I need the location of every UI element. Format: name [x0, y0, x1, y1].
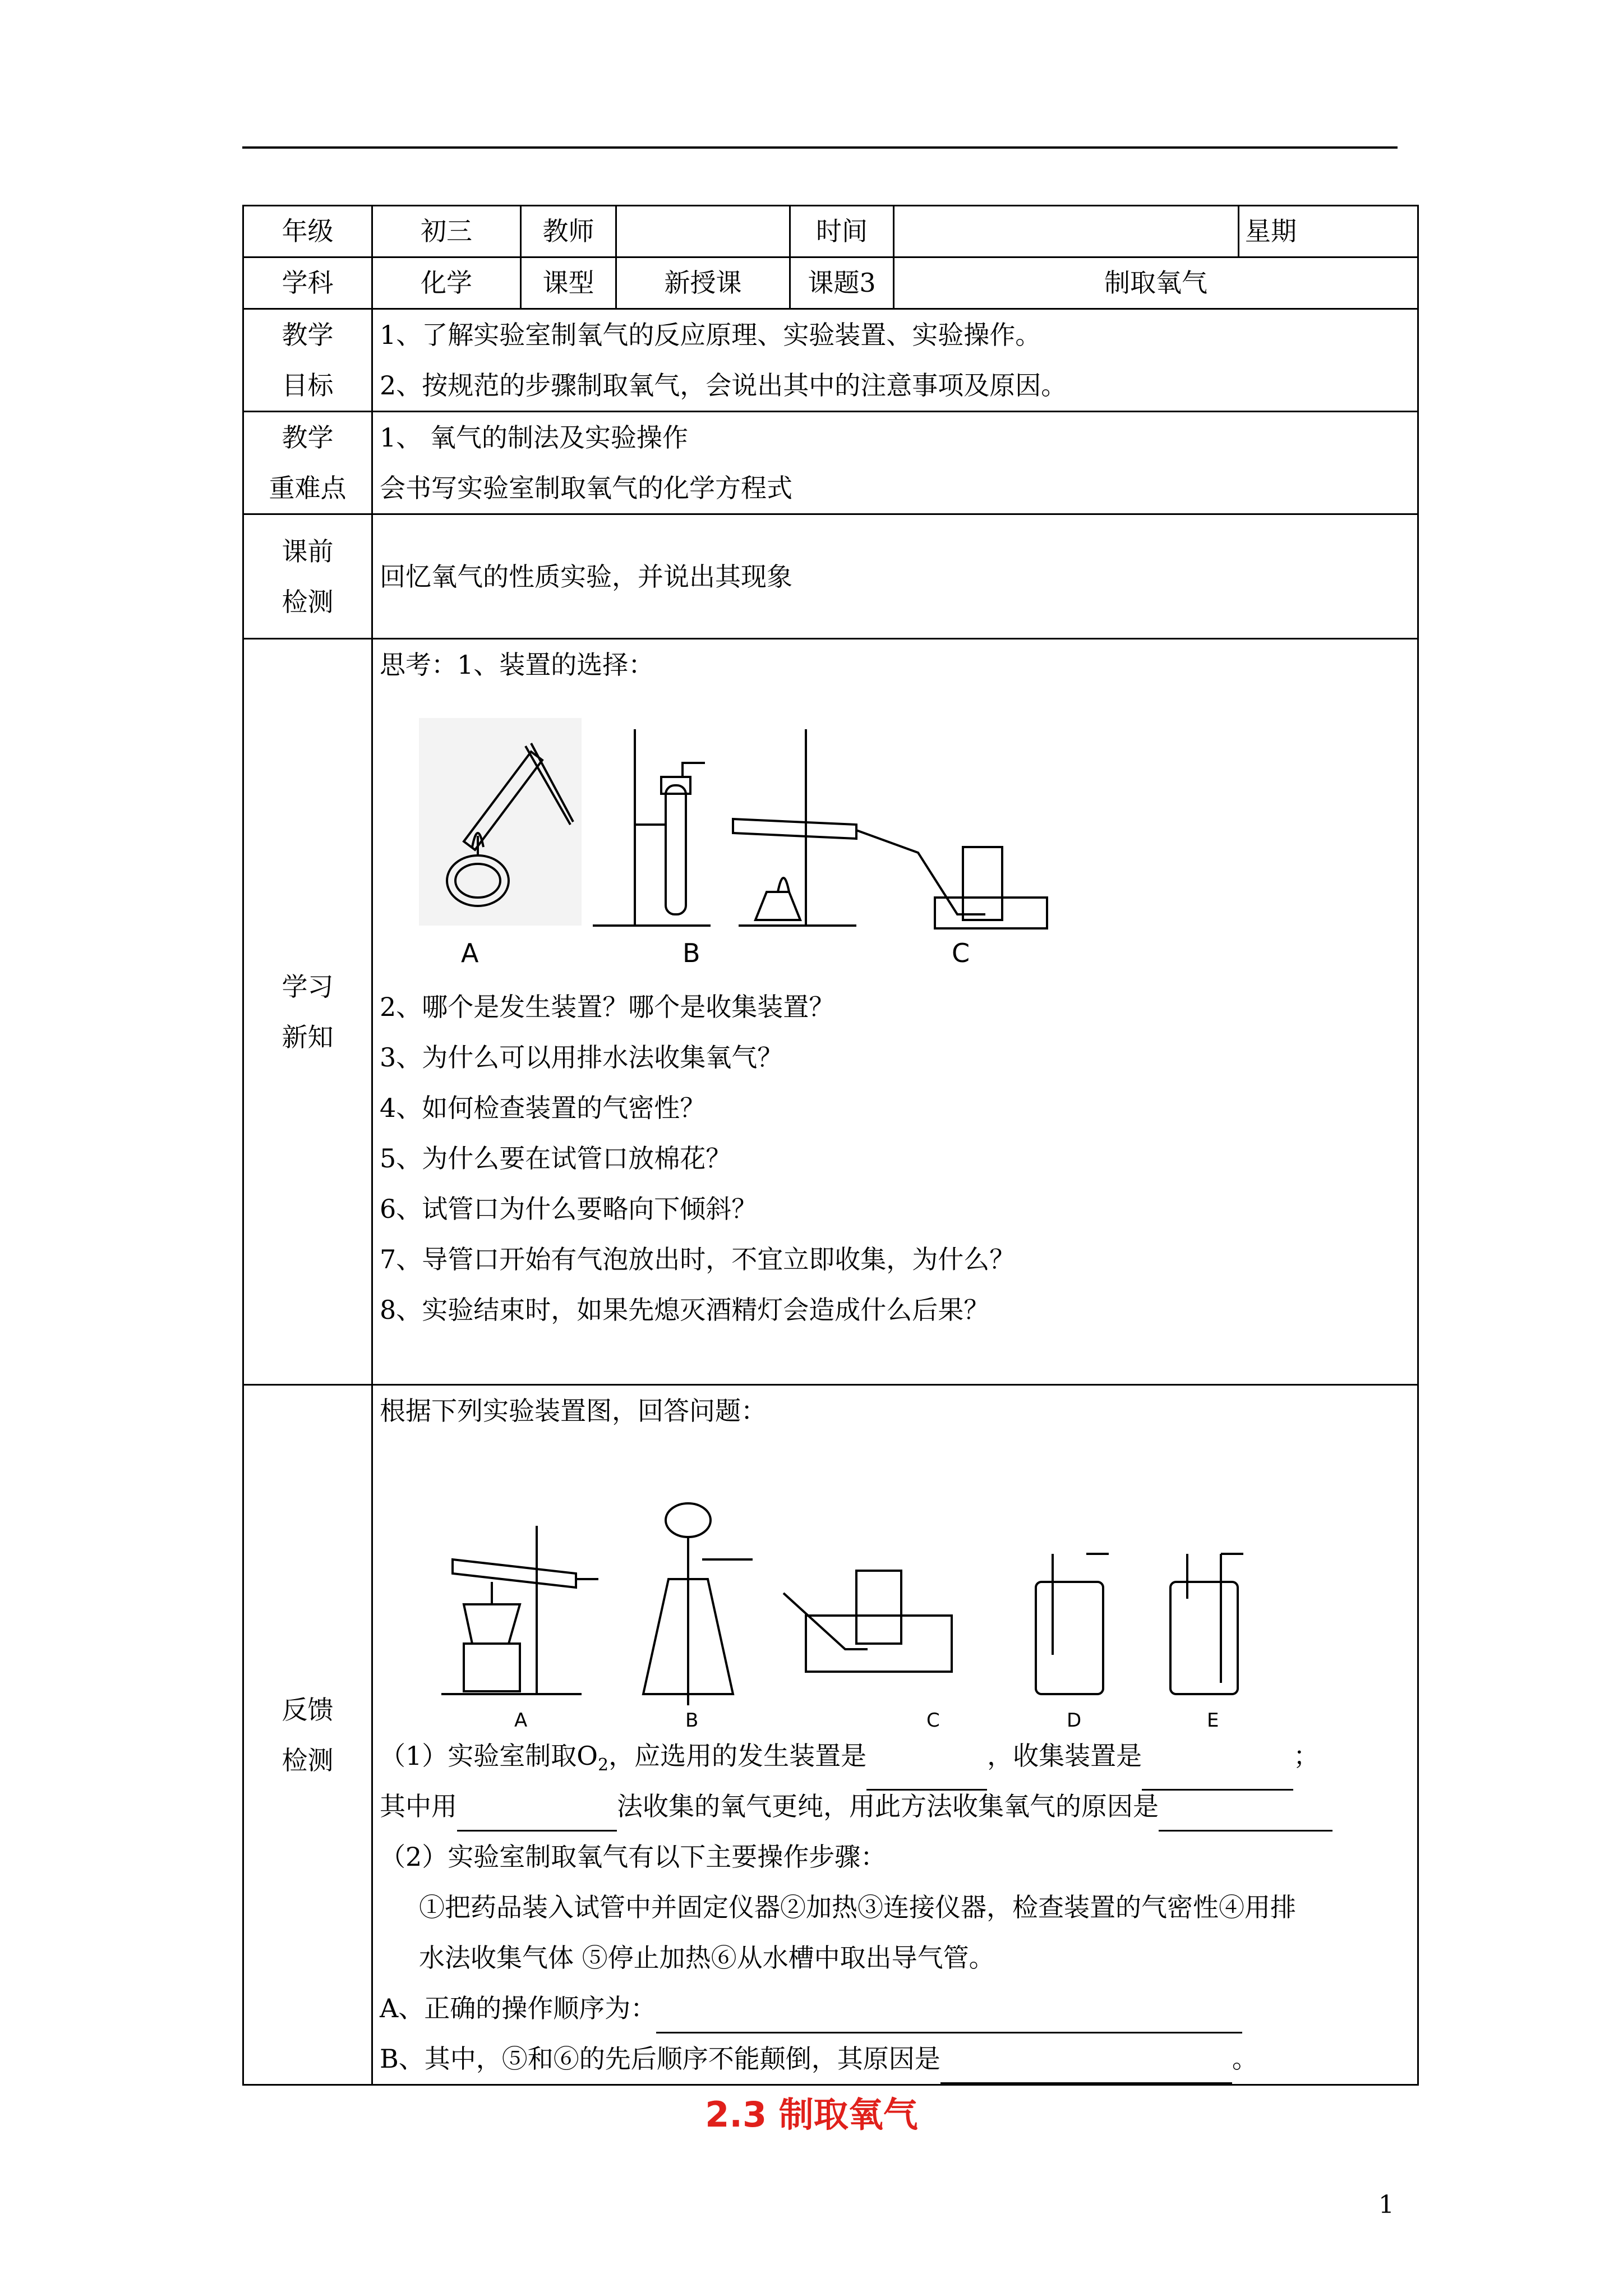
objectives-content — [372, 309, 1418, 412]
apparatus-drawing-abcde — [441, 1470, 1339, 1711]
answer-blank[interactable] — [1159, 1796, 1332, 1832]
answer-blank[interactable] — [656, 1998, 1242, 2033]
question-2b — [380, 2033, 1417, 2084]
objective-item: 2、按规范的步骤制取氧气，会说出其中的注意事项及原因。 — [380, 370, 1067, 401]
feedback-label-line1: 反馈 — [282, 1694, 334, 1725]
pretest-label-line1: 课前 — [282, 536, 334, 567]
pretest-label — [243, 514, 372, 639]
figure-label-a: A — [461, 938, 479, 968]
feedback-label — [243, 1385, 372, 2085]
newknowledge-label-line1: 学习 — [282, 971, 334, 1002]
q2b-text: B、其中，⑤和⑥的先后顺序不能颠倒，其原因是 — [380, 2044, 940, 2074]
type-value: 新授课 — [616, 257, 790, 309]
pretest-content — [372, 514, 1418, 639]
apparatus-figure-1 — [380, 690, 1417, 968]
pretest-row — [243, 514, 1418, 639]
objective-item: 1、了解实验室制氧气的反应原理、实验装置、实验操作。 — [380, 320, 1041, 350]
feedback-row — [243, 1385, 1418, 2085]
question-2a — [380, 1983, 1417, 2033]
figure-label-e: E — [1207, 1709, 1219, 1732]
keypoints-label-line2: 重难点 — [269, 473, 347, 503]
newknowledge-label — [243, 639, 372, 1385]
keypoints-content — [372, 412, 1418, 514]
subject-value: 化学 — [372, 257, 521, 309]
answer-blank[interactable] — [940, 2049, 1232, 2084]
apparatus-drawing-abc — [419, 712, 1148, 948]
answer-blank[interactable] — [457, 1796, 617, 1832]
newknowledge-row — [243, 639, 1418, 1385]
question-item: 6、试管口为什么要略向下倾斜？ — [380, 1194, 758, 1224]
question-2-intro: （2）实验室制取氧气有以下主要操作步骤： — [380, 1842, 887, 1872]
topic-value: 制取氧气 — [894, 257, 1418, 309]
grade-label: 年级 — [243, 206, 372, 257]
question-item: 5、为什么要在试管口放棉花？ — [380, 1143, 732, 1174]
keypoint-item: 会书写实验室制取氧气的化学方程式 — [380, 473, 792, 503]
question-item: 2、哪个是发生装置？哪个是收集装置？ — [380, 992, 835, 1022]
feedback-label-line2: 检测 — [282, 1745, 334, 1775]
keypoints-row — [243, 412, 1418, 514]
feedback-content — [372, 1385, 1418, 2085]
question-1-line-1 — [380, 1731, 1417, 1781]
keypoints-label-line1: 教学 — [282, 422, 334, 453]
q1-text: ； — [1293, 1741, 1320, 1771]
q1-text: 法收集的氧气更纯，用此方法收集氧气的原因是 — [617, 1791, 1159, 1821]
teacher-label: 教师 — [521, 206, 616, 257]
question-item: 3、为什么可以用排水法收集氧气？ — [380, 1042, 783, 1073]
think-prompt: 思考：1、装置的选择： — [380, 650, 654, 680]
q1-text: ，应选用的发生装置是 — [608, 1741, 867, 1771]
pretest-text: 回忆氧气的性质实验，并说出其现象 — [380, 561, 792, 592]
header-row-1 — [243, 206, 1418, 257]
objectives-label — [243, 309, 372, 412]
figure-label-b: B — [685, 1709, 699, 1732]
figure-label-a: A — [514, 1709, 528, 1732]
time-label: 时间 — [790, 206, 894, 257]
weekday-label: 星期 — [1239, 206, 1418, 257]
keypoint-item: 1、 氧气的制法及实验操作 — [380, 422, 688, 453]
topic-label: 课题3 — [790, 257, 894, 309]
q1-text: （1）实验室制取 — [380, 1741, 577, 1771]
header-row-2 — [243, 257, 1418, 309]
lesson-plan-table — [242, 205, 1419, 2086]
objectives-row — [243, 309, 1418, 412]
objectives-label-line1: 教学 — [282, 320, 334, 350]
figure-label-c: C — [926, 1709, 940, 1732]
q1-text: ，收集装置是 — [987, 1741, 1142, 1771]
figure-label-b: B — [683, 938, 700, 968]
question-item: 8、实验结束时，如果先熄灭酒精灯会造成什么后果？ — [380, 1295, 990, 1325]
feedback-intro: 根据下列实验装置图，回答问题： — [380, 1396, 767, 1426]
o2-symbol: O — [577, 1741, 598, 1771]
objectives-label-line2: 目标 — [282, 370, 334, 401]
question-1-line-2 — [380, 1781, 1417, 1832]
subject-label: 学科 — [243, 257, 372, 309]
newknowledge-content — [372, 639, 1418, 1385]
question-2-steps: 水法收集气体 ⑤停止加热⑥从水槽中取出导气管。 — [419, 1943, 995, 1973]
type-label: 课型 — [521, 257, 616, 309]
grade-value: 初三 — [372, 206, 521, 257]
question-2-steps: ①把药品装入试管中并固定仪器②加热③连接仪器，检查装置的气密性④用排 — [419, 1892, 1296, 1922]
q1-text: 其中用 — [380, 1791, 457, 1821]
figure-label-c: C — [952, 938, 970, 968]
q2b-text: 。 — [1232, 2044, 1258, 2074]
keypoints-label — [243, 412, 372, 514]
header-rule — [242, 146, 1398, 149]
pretest-label-line2: 检测 — [282, 586, 334, 617]
time-value — [894, 206, 1239, 257]
apparatus-figure-2 — [380, 1436, 1417, 1731]
question-item: 7、导管口开始有气泡放出时，不宜立即收集，为什么？ — [380, 1244, 1016, 1274]
page-title: 2.3 制取氧气 — [705, 2094, 918, 2135]
teacher-value — [616, 206, 790, 257]
o2-subscript: 2 — [598, 1755, 609, 1775]
q2a-text: A、正确的操作顺序为： — [380, 1993, 657, 2023]
newknowledge-label-line2: 新知 — [282, 1022, 334, 1052]
question-item: 4、如何检查装置的气密性？ — [380, 1093, 706, 1123]
figure-label-d: D — [1067, 1709, 1082, 1732]
page-number: 1 — [1378, 2191, 1394, 2219]
